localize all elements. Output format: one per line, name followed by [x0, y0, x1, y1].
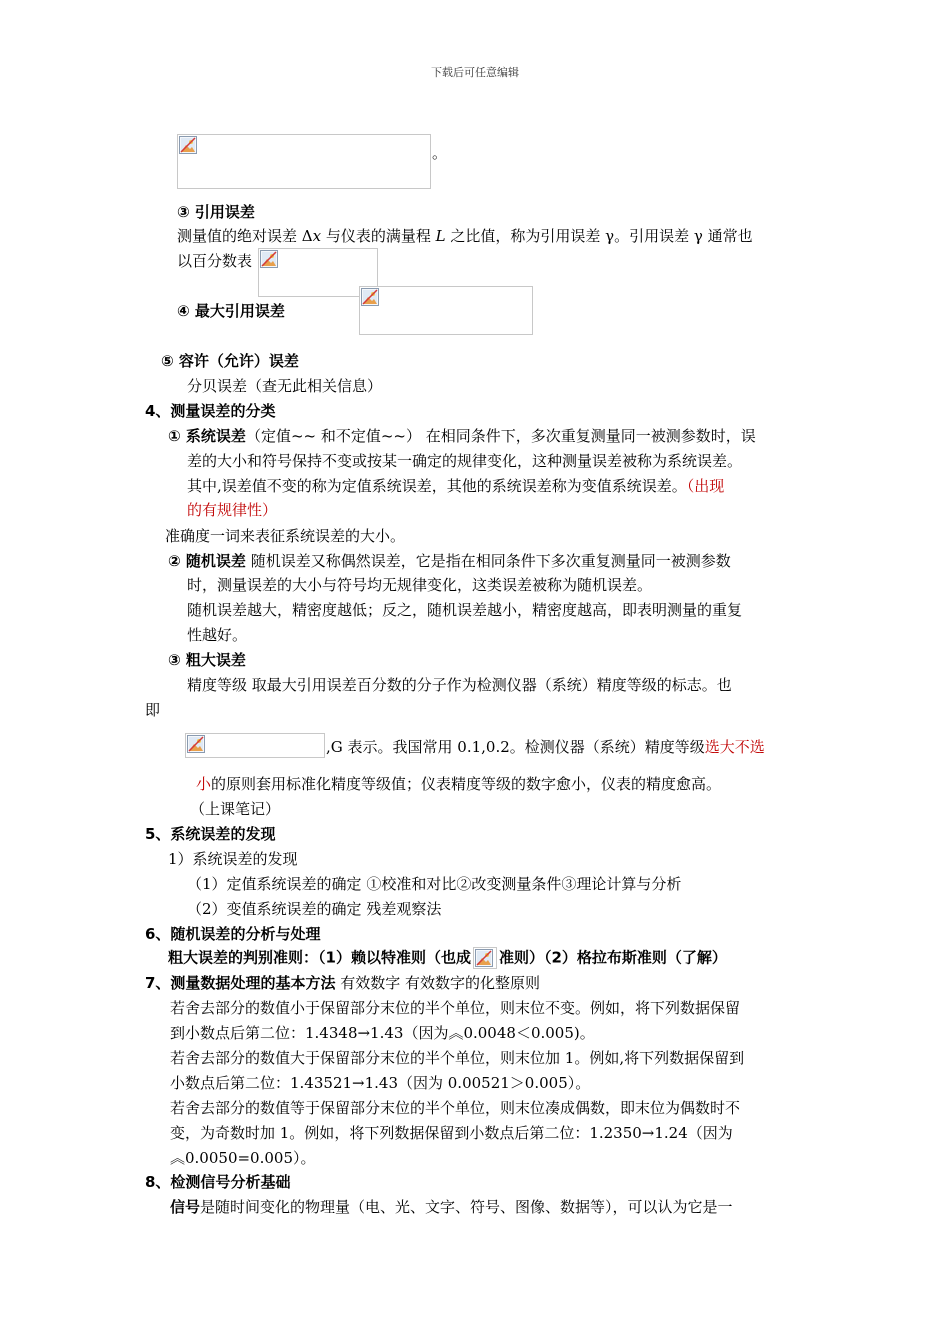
symbol-x: x	[312, 227, 322, 245]
term-gross-error: ③ 粗大误差	[168, 651, 246, 669]
paragraph-line: （1）定值系统误差的确定 ①校准和对比②改变测量条件③理论计算与分析	[187, 875, 682, 893]
paragraph-line: 随机误差越大，精密度越低；反之，随机误差越小，精密度越高，即表明测量的重复	[187, 601, 743, 619]
term-signal: 信号	[170, 1198, 201, 1216]
paragraph-line: 准确度一词来表征系统误差的大小。	[165, 527, 406, 545]
section-title-fiducial-error: ③ 引用误差	[177, 203, 255, 221]
paragraph-line	[168, 426, 756, 446]
heading-4: 4、测量误差的分类	[145, 402, 276, 420]
formula-image-relative-error	[177, 134, 431, 189]
paragraph-line: （2）变值系统误差的确定 残差观察法	[187, 900, 442, 918]
section-title-allowable-error: ⑤ 容许（允许）误差	[161, 352, 299, 370]
red-note: 选大不选	[704, 738, 765, 756]
paragraph-line	[168, 947, 727, 969]
heading-7: 7、测量数据处理的基本方法	[145, 974, 336, 992]
paragraph-line: 若舍去部分的数值等于保留部分末位的半个单位，则末位凑成偶数，即末位为偶数时不	[170, 1099, 741, 1117]
text-span: 测量值的绝对误差 Δ	[177, 227, 313, 245]
paragraph-line	[168, 551, 731, 571]
text-span: 之比值，称为引用误差 γ。引用误差 γ 通常也	[445, 227, 753, 245]
symbol-L: L	[435, 227, 446, 245]
paragraph-line: 性越好。	[187, 626, 248, 644]
paragraph-line: 若舍去部分的数值小于保留部分末位的半个单位，则末位不变。例如，将下列数据保留	[170, 999, 741, 1017]
text-span: 随机误差又称偶然误差，它是指在相同条件下多次重复测量同一被测参数	[245, 552, 731, 570]
text-span: ,G 表示。我国常用 0.1,0.2。检测仪器（系统）精度等级	[326, 738, 705, 756]
paragraph-line	[187, 500, 277, 520]
text-span: 的原则套用标准化精度等级值；仪表精度等级的数字愈小，仪表的精度愈高。	[211, 775, 722, 793]
paragraph-line: 时，测量误差的大小与符号均无规律变化，这类误差被称为随机误差。	[187, 576, 653, 594]
broken-image-icon	[187, 735, 205, 753]
paragraph-line: 精度等级 取最大引用误差百分数的分子作为检测仪器（系统）精度等级的标志。也	[187, 676, 732, 694]
page-header: 下载后可任意编辑	[431, 66, 519, 79]
paragraph-line	[326, 737, 765, 757]
heading-6: 6、随机误差的分析与处理	[145, 925, 321, 943]
paragraph-line	[170, 1197, 733, 1217]
term-random-error: ② 随机误差	[168, 552, 246, 570]
broken-image-icon	[260, 250, 278, 268]
paragraph-line: 差的大小和符号保持不变或按某一确定的规律变化，这种测量误差被称为系统误差。	[187, 452, 743, 470]
paragraph-line: 若舍去部分的数值大于保留部分末位的半个单位，则末位加 1。例如,将下列数据保留到	[170, 1049, 745, 1067]
paragraph-line: 变，为奇数时加 1。例如，将下列数据保留到小数点后第二位：1.2350→1.24（因为	[170, 1124, 733, 1142]
text-span: 准则）（2）格拉布斯准则（了解）	[498, 948, 727, 967]
text-span: 有效数字 有效数字的化整原则	[335, 974, 540, 992]
section-title-max-fiducial-error: ④ 最大引用误差	[177, 302, 285, 320]
broken-image-icon	[473, 947, 497, 969]
red-note: 的有规律性	[187, 501, 263, 519]
text-span: 与仪表的满量程	[321, 227, 436, 245]
paragraph-line: 以百分数表	[177, 252, 253, 270]
text-span: 粗大误差的判别准则：（1）赖以特准则（也成	[168, 948, 471, 967]
term-systematic-error: ① 系统误差	[168, 427, 246, 445]
paragraph-line: 小数点后第二位：1.43521→1.43（因为 0.00521＞0.005）。	[170, 1074, 591, 1092]
paragraph-line: 分贝误差（查无此相关信息）	[187, 377, 383, 395]
text-span: 其中,误差值不变的称为定值系统误差，其他的系统误差称为变值系统误差。	[187, 477, 687, 495]
text-span: （定值~~ 和不定值~~） 在相同条件下，多次重复测量同一被测参数时，误	[245, 427, 756, 445]
paragraph-line: 到小数点后第二位：1.4348→1.43（因为︽0.0048＜0.005)。	[170, 1024, 595, 1042]
red-note: 小	[196, 775, 212, 793]
formula-tail: 。	[432, 144, 448, 162]
heading-5: 5、系统误差的发现	[145, 825, 276, 843]
broken-image-icon	[179, 136, 197, 154]
paragraph-line	[196, 774, 721, 794]
formula-image-max-fiducial-error	[359, 286, 533, 335]
paragraph-line: 1）系统误差的发现	[168, 850, 298, 868]
broken-image-icon	[361, 288, 379, 306]
red-note: （出现	[686, 477, 725, 495]
paragraph-line: ︽0.0050=0.005）。	[170, 1149, 316, 1167]
paragraph-line: 即	[145, 701, 161, 719]
heading-8: 8、检测信号分析基础	[145, 1173, 291, 1191]
paragraph-line	[187, 476, 724, 496]
text-span: 是随时间变化的物理量（电、光、文字、符号、图像、数据等），可以认为它是一	[200, 1198, 733, 1216]
red-note: ）	[262, 501, 278, 519]
paragraph-line	[177, 226, 753, 246]
heading-7-line	[145, 973, 540, 993]
formula-image-accuracy-grade	[185, 733, 325, 758]
paragraph-line: （上课笔记）	[190, 800, 281, 818]
